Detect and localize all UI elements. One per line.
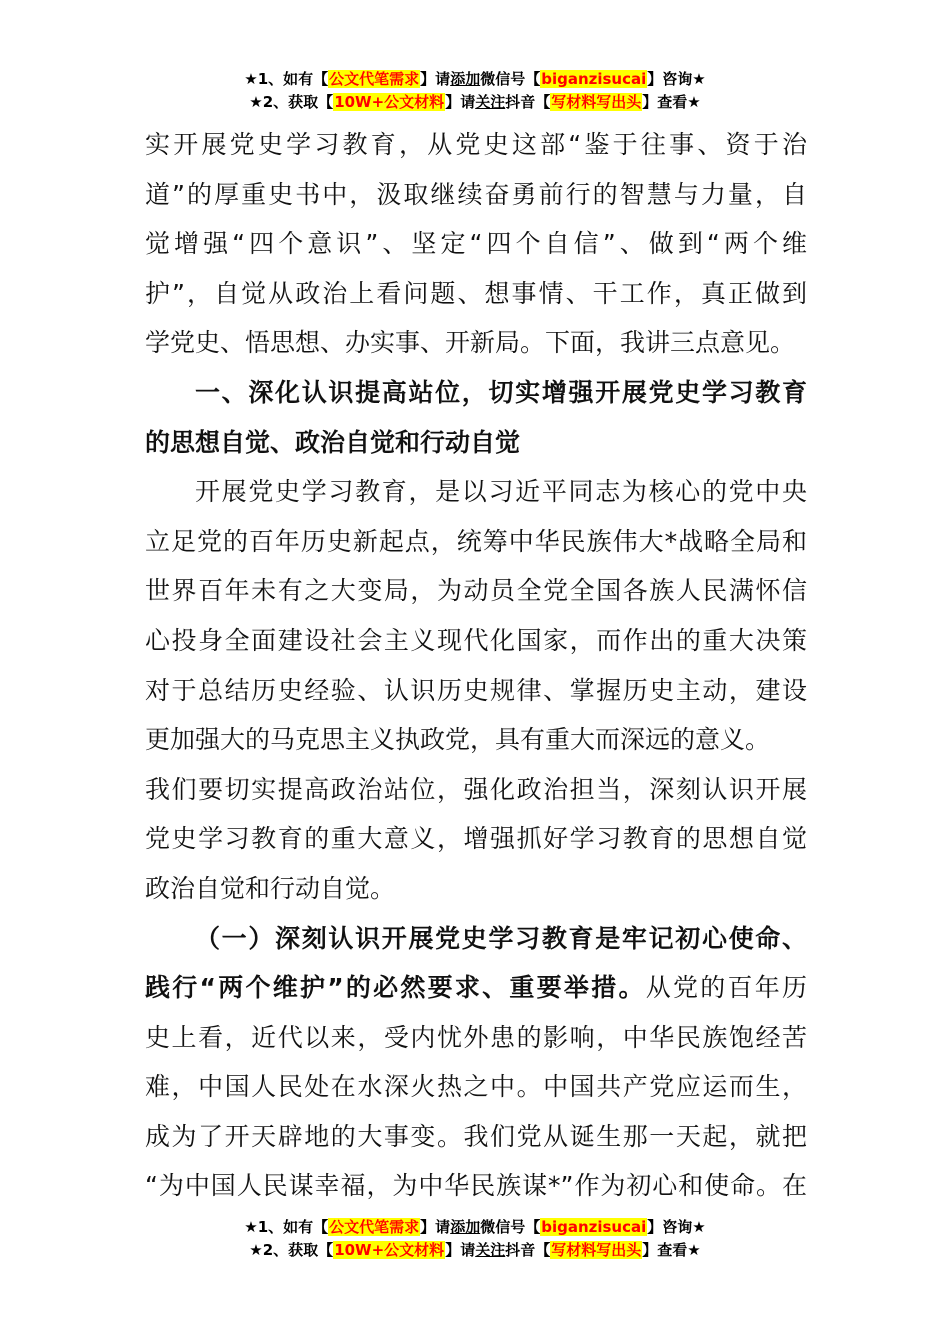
banner-line-1 [0,1216,950,1239]
paragraph-line: 开展党史学习教育，是以习近平同志为核心的党中央 [195,477,807,507]
paragraph-line: 实开展党史学习教育，从党史这部“鉴于往事、资于治 [145,130,807,159]
banner-highlight-service: 公文代笔需求 [329,1218,420,1236]
paragraph-line: 道”的厚重史书中，汲取继续奋勇前行的智慧与力量，自 [145,179,807,209]
paragraph-line: 心投身全面建设社会主义现代化国家，而作出的重大决策 [145,625,807,655]
banner-highlight-douyin: 写材料写出头 [551,1241,642,1259]
document-body [145,120,807,1211]
banner-underline-add: 添加 [450,70,481,88]
banner-text: 微信号【 [480,1218,541,1236]
banner-text: 微信号【 [480,70,541,88]
banner-highlight-materials: 10W+公文材料 [334,93,445,111]
subsection-heading: （一）深刻认识开展党史学习教育是牢记初心使命、 [195,923,807,953]
paragraph-line: 史上看，近代以来，受内忧外患的影响，中华民族饱经苦 [145,1022,807,1052]
banner-text: ★2、获取【 [249,93,334,111]
paragraph-line: 觉增强“四个意识”、坚定“四个自信”、做到“两个维 [145,229,807,259]
banner-underline-add: 添加 [450,1218,481,1236]
banner-text: 抖音【 [505,1241,551,1259]
banner-text: 】请 [445,1241,476,1259]
banner-text: 】请 [445,93,476,111]
paragraph-line: 护”，自觉从政治上看问题、想事情、干工作，真正做到 [145,278,807,308]
paragraph-line: 立足党的百年历史新起点，统筹中华民族伟大*战略全局和 [145,526,807,556]
banner-highlight-douyin: 写材料写出头 [551,93,642,111]
banner-line-2 [0,91,950,114]
banner-underline-follow: 关注 [475,93,506,111]
paragraph-line: 世界百年未有之大变局，为动员全党全国各族人民满怀信 [145,576,807,606]
paragraph-line: 成为了开天辟地的大事变。我们党从诞生那一天起，就把 [145,1121,807,1151]
header-banner [0,68,950,114]
banner-text: ★2、获取【 [249,1241,334,1259]
banner-highlight-service: 公文代笔需求 [329,70,420,88]
paragraph-line: 难，中国人民处在水深火热之中。中国共产党应运而生， [145,1072,807,1102]
section-heading: 一、深化认识提高站位，切实增强开展党史学习教育 [195,377,807,407]
banner-highlight-wechat-id: biganzisucai [541,70,647,88]
banner-line-2 [0,1239,950,1262]
subsection-heading-tail: 践行“两个维护”的必然要求、重要举措。 [145,973,646,1003]
banner-underline-follow: 关注 [475,1241,506,1259]
banner-highlight-materials: 10W+公文材料 [334,1241,445,1259]
banner-text: 】请 [420,70,451,88]
paragraph-line: 对于总结历史经验、认识历史规律、掌握历史主动，建设 [145,675,807,705]
mixed-line [145,963,807,1013]
paragraph-text: 从党的百年历 [645,973,807,1003]
section-heading: 的思想自觉、政治自觉和行动自觉 [145,427,521,457]
banner-line-1 [0,68,950,91]
banner-text: 】咨询★ [647,70,706,88]
paragraph-line: 更加强大的马克思主义执政党，具有重大而深远的意义。 [145,725,771,755]
banner-text: ★1、如有【 [244,70,329,88]
paragraph-line: 党史学习教育的重大意义，增强抓好学习教育的思想自觉 [145,824,807,854]
banner-text: 】查看★ [642,1241,701,1259]
banner-text: 】查看★ [642,93,701,111]
paragraph-line: “为中国人民谋幸福，为中华民族谋*”作为初心和使命。在 [145,1171,807,1201]
paragraph-line: 政治自觉和行动自觉。 [145,873,396,903]
paragraph-line: 学党史、悟思想、办实事、开新局。下面，我讲三点意见。 [145,328,796,358]
banner-text: 】请 [420,1218,451,1236]
banner-highlight-wechat-id: biganzisucai [541,1218,647,1236]
banner-text: 】咨询★ [647,1218,706,1236]
paragraph-line: 我们要切实提高政治站位，强化政治担当，深刻认识开展 [145,774,807,804]
banner-text: 抖音【 [505,93,551,111]
footer-banner [0,1216,950,1262]
banner-text: ★1、如有【 [244,1218,329,1236]
